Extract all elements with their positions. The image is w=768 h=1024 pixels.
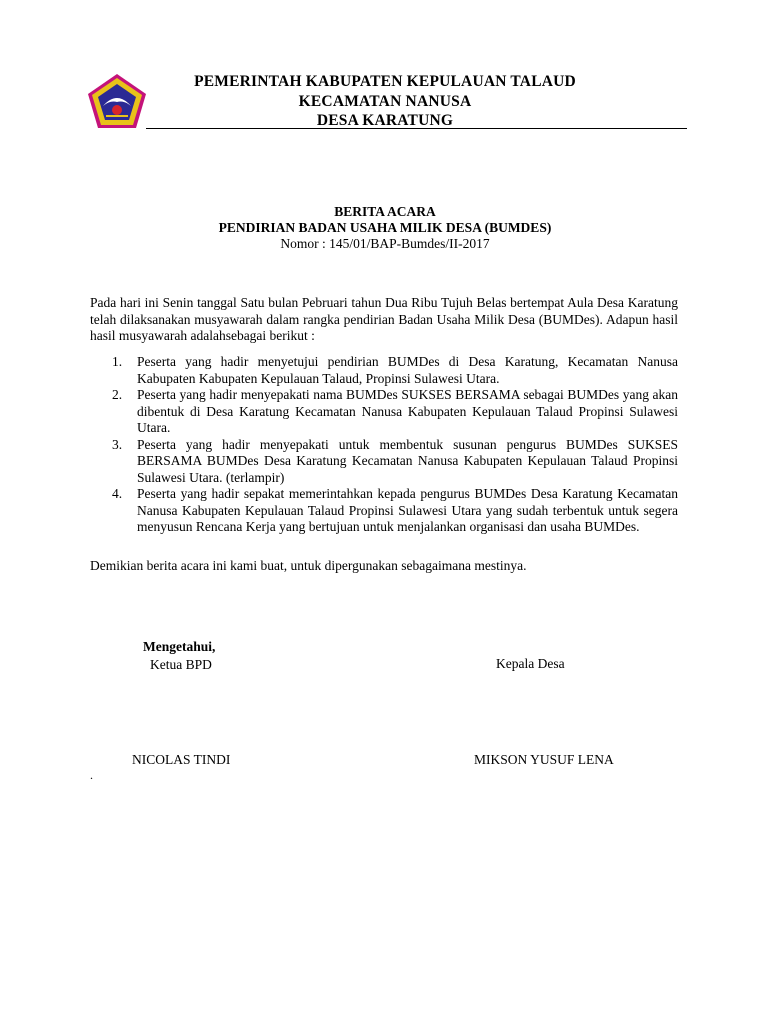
item-number: 4. [112,486,123,501]
regency-emblem-logo [86,72,148,130]
item-number: 3. [112,436,123,452]
letterhead-divider [146,128,687,129]
closing-statement: Demikian berita acara ini kami buat, untuk dipergunakan sebagaimana mestinya. [90,558,527,573]
list-item [90,387,678,437]
list-item [90,354,678,387]
village-head-title: Kepala Desa [496,656,565,671]
item-text: Peserta yang hadir menyepakati untuk membentuk susunan pengurus BUMDes SUKSES BERSAMA BUMDes Desa Karatung Kecamatan Nanusa Kabupaten Kepulauan Talaud Propinsi Sulawesi Utara. (terlampir) [137,436,678,485]
item-number: 1. [112,354,123,369]
signature-left-header [143,638,215,674]
letterhead [150,72,620,131]
item-text: Peserta yang hadir menyetujui pendirian BUMDes di Desa Karatung, Kecamatan Nanusa Kabupaten Kabupaten Kepulauan Talaud, Propinsi Sulawesi Utara. [137,354,678,386]
district-name: KECAMATAN NANUSA [298,92,472,110]
item-text: Peserta yang hadir menyepakati nama BUMDes SUKSES BERSAMA sebagai BUMDes yang akan dibentuk di Desa Karatung Kecamatan Nanusa Kabupaten Kepulauan Talaud Propinsi Sulawesi Utara. [137,387,678,435]
document-title [150,204,620,252]
bpd-chair-title: Ketua BPD [150,657,212,672]
resolution-list [90,354,678,536]
acknowledged-label: Mengetahui, [143,639,216,654]
trailing-mark: . [90,768,93,782]
village-name: DESA KARATUNG [316,112,454,129]
village-head-name: MIKSON YUSUF LENA [474,752,614,767]
title-heading: BERITA ACARA [334,204,436,219]
item-number: 2. [112,387,123,402]
list-item [90,437,678,487]
intro-paragraph: Pada hari ini Senin tanggal Satu bulan Pebruari tahun Dua Ribu Tujuh Belas bertempat Aula Desa Karatung telah dilaksanakan musyawarah dalam rangka pendirian Badan Usaha Milik Desa (BUMDes). Adapun hasil hasil musyawarah adalahsebagai berikut : [90,295,678,343]
title-subheading: PENDIRIAN BADAN USAHA MILIK DESA (BUMDES) [218,220,552,235]
government-name: PEMERINTAH KABUPATEN KEPULAUAN TALAUD [194,73,576,90]
bpd-chair-name: NICOLAS TINDI [132,752,231,767]
item-text: Peserta yang hadir sepakat memerintahkan kepada pengurus BUMDes Desa Karatung Kecamatan Nanusa Kabupaten Kepulauan Talaud Propinsi Sulawesi Utara yang sudah terbentuk untuk segera menyusun Rencana Kerja yang bertujuan untuk menjalankan organisasi dan usaha BUMDes. [137,486,678,534]
list-item [90,486,678,536]
document-number: Nomor : 145/01/BAP-Bumdes/II-2017 [280,236,490,251]
